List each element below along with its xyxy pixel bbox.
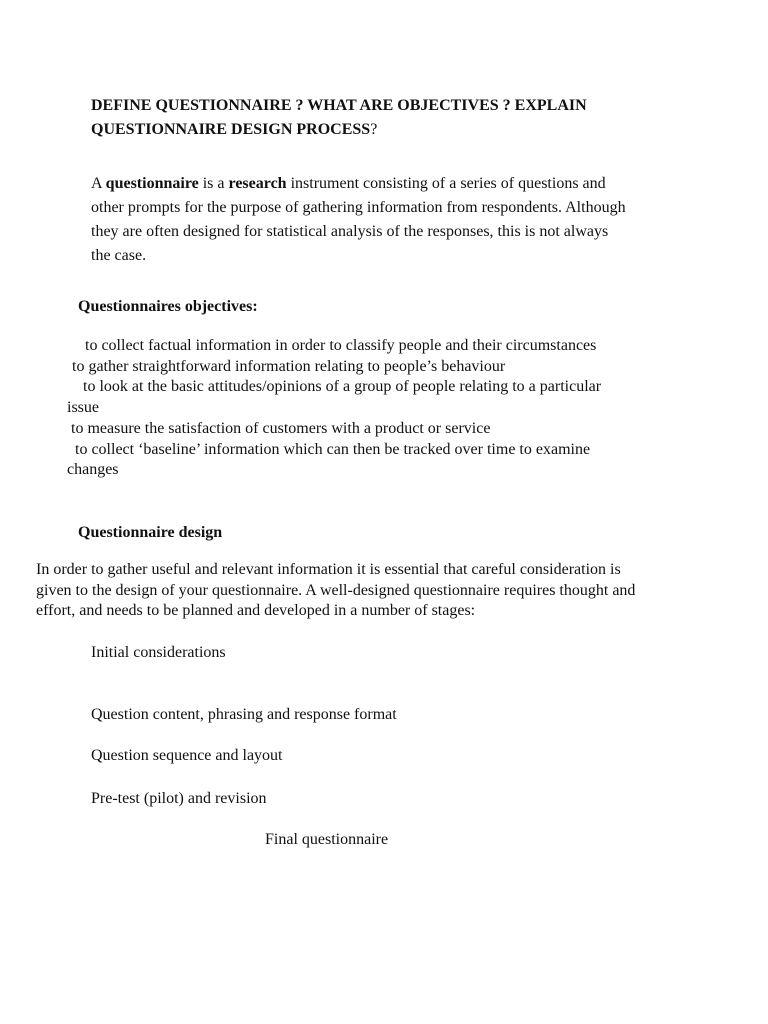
stage-question-sequence: Question sequence and layout [91,747,283,764]
objectives-heading: Questionnaires objectives: [78,298,258,315]
stage-question-content: Question content, phrasing and response format [91,706,397,723]
objective-item-5-cont: changes [67,461,119,479]
objective-item-2: to gather straightforward information relating to people’s behaviour [72,357,506,375]
objective-item-3: to look at the basic attitudes/opinions of a group of people relating to a particular [83,378,602,396]
intro-term-research: research [228,175,287,192]
objective-item-1: to collect factual information in order to classify people and their circumstances [85,337,597,354]
design-para-line-2: given to the design of your questionnaire. A well-designed questionnaire requires thought and [36,581,636,599]
design-para-line-3: effort, and needs to be planned and developed in a number of stages: [36,602,476,619]
intro-line-4: the case. [91,247,147,264]
intro-line-1-rest: instrument consisting of a series of questions and [286,175,606,192]
objective-item-3-cont: issue [67,399,99,417]
title-line-2-end: ? [370,121,378,138]
objectives-list [67,336,601,481]
title-line-2-text: QUESTIONNAIRE DESIGN PROCESS [91,121,371,138]
document-title [91,94,587,142]
intro-word-is-a: is a [198,175,229,192]
design-para-line-1: In order to gather useful and relevant information it is essential that careful consideration is [36,561,621,578]
title-line-2 [91,118,587,142]
title-line-1: DEFINE QUESTIONNAIRE ? WHAT ARE OBJECTIVES ? EXPLAIN [91,97,587,114]
intro-line-2: other prompts for the purpose of gathering information from respondents. Although [91,199,626,216]
intro-paragraph [91,172,626,268]
stage-initial-considerations: Initial considerations [91,644,226,661]
design-heading: Questionnaire design [78,524,223,541]
objective-item-4: to measure the satisfaction of customers with a product or service [71,419,491,437]
intro-line-3: they are often designed for statistical analysis of the responses, this is not always [91,223,609,240]
intro-line-1 [91,172,626,196]
design-paragraph [36,560,635,622]
objective-item-5: to collect ‘baseline’ information which can then be tracked over time to examine [75,440,591,458]
intro-term-questionnaire: questionnaire [105,175,199,192]
stage-pre-test: Pre-test (pilot) and revision [91,790,267,807]
intro-word-a: A [91,175,106,192]
stage-final-questionnaire: Final questionnaire [265,831,389,848]
